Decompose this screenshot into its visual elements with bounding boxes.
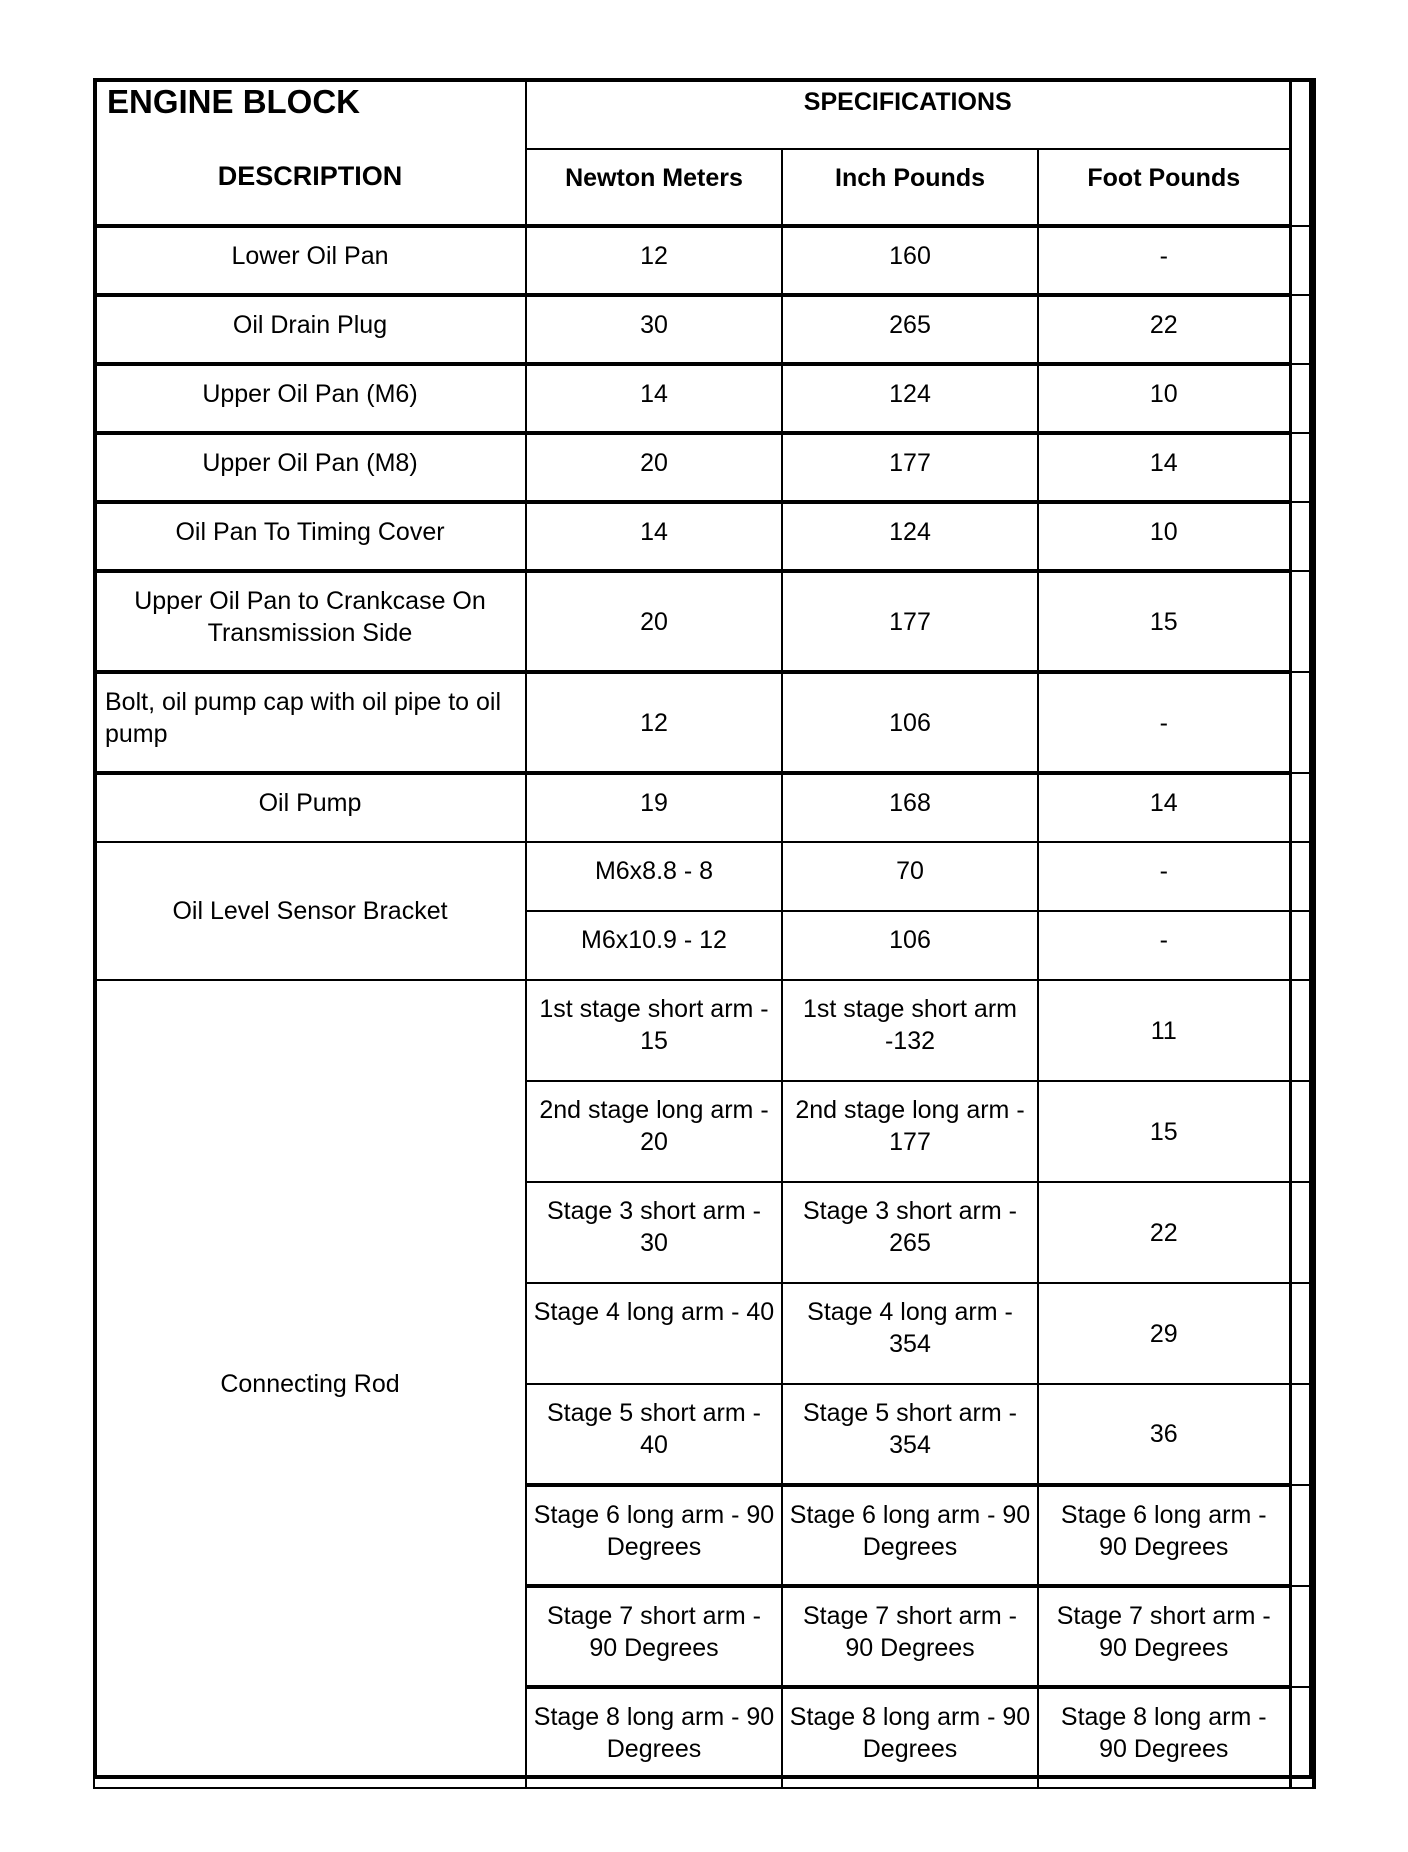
description-column-header: DESCRIPTION	[217, 161, 403, 191]
table-row	[94, 842, 1314, 911]
newton-meters-cell: 20	[526, 571, 782, 672]
inch-pounds-cell: 177	[782, 571, 1038, 672]
foot-pounds-cell: -	[1038, 842, 1290, 911]
newton-meters-cell: Stage 3 short arm - 30	[526, 1182, 782, 1283]
newton-meters-cell: Stage 5 short arm - 40	[526, 1384, 782, 1485]
newton-meters-cell: Stage 6 long arm - 90 Degrees	[526, 1485, 782, 1586]
inch-pounds-cell: 1st stage short arm -132	[782, 980, 1038, 1081]
inch-pounds-cell: Stage 8 long arm - 90 Degrees	[782, 1687, 1038, 1788]
inch-pounds-cell: Stage 5 short arm - 354	[782, 1384, 1038, 1485]
foot-pounds-cell: 22	[1038, 295, 1290, 364]
foot-pounds-cell: -	[1038, 911, 1290, 980]
description-cell: Lower Oil Pan	[94, 226, 526, 295]
right-margin-strip	[1290, 1081, 1314, 1182]
newton-meters-cell: 30	[526, 295, 782, 364]
description-cell: Oil Drain Plug	[94, 295, 526, 364]
newton-meters-cell: Stage 7 short arm - 90 Degrees	[526, 1586, 782, 1687]
right-margin-strip	[1290, 842, 1314, 911]
foot-pounds-cell: 10	[1038, 502, 1290, 571]
foot-pounds-cell: 11	[1038, 980, 1290, 1081]
right-margin-strip	[1290, 911, 1314, 980]
engine-block-spec-table	[93, 78, 1316, 1789]
foot-pounds-cell: Stage 6 long arm - 90 Degrees	[1038, 1485, 1290, 1586]
description-cell: Oil Pan To Timing Cover	[94, 502, 526, 571]
inch-pounds-cell: 265	[782, 295, 1038, 364]
newton-meters-cell: 12	[526, 226, 782, 295]
table-row	[94, 672, 1314, 773]
col-header-foot-pounds: Foot Pounds	[1038, 149, 1290, 226]
newton-meters-cell: 2nd stage long arm - 20	[526, 1081, 782, 1182]
inch-pounds-cell: 106	[782, 672, 1038, 773]
inch-pounds-cell: Stage 7 short arm - 90 Degrees	[782, 1586, 1038, 1687]
description-cell: Upper Oil Pan to Crankcase On Transmission Side	[94, 571, 526, 672]
foot-pounds-cell: 36	[1038, 1384, 1290, 1485]
right-margin-strip	[1290, 433, 1314, 502]
right-margin-strip	[1290, 1182, 1314, 1283]
right-margin-strip	[1290, 773, 1314, 842]
table-row	[94, 295, 1314, 364]
inch-pounds-cell: 124	[782, 502, 1038, 571]
newton-meters-cell: 12	[526, 672, 782, 773]
description-cell: Oil Level Sensor Bracket	[94, 842, 526, 980]
foot-pounds-cell: -	[1038, 226, 1290, 295]
newton-meters-cell: 14	[526, 364, 782, 433]
specifications-header: SPECIFICATIONS	[526, 79, 1290, 149]
foot-pounds-cell: -	[1038, 672, 1290, 773]
inch-pounds-cell: 2nd stage long arm - 177	[782, 1081, 1038, 1182]
inch-pounds-cell: 177	[782, 433, 1038, 502]
table-row	[94, 571, 1314, 672]
section-title: ENGINE BLOCK	[107, 83, 361, 120]
description-cell: Connecting Rod	[94, 980, 526, 1788]
table-row	[94, 364, 1314, 433]
right-margin-strip	[1290, 980, 1314, 1081]
col-header-newton-meters: Newton Meters	[526, 149, 782, 226]
inch-pounds-cell: Stage 3 short arm - 265	[782, 1182, 1038, 1283]
header-description-cell	[94, 79, 526, 226]
right-margin-strip	[1290, 1687, 1314, 1788]
newton-meters-cell: M6x8.8 - 8	[526, 842, 782, 911]
description-cell: Bolt, oil pump cap with oil pipe to oil pump	[94, 672, 526, 773]
inch-pounds-cell: 124	[782, 364, 1038, 433]
newton-meters-cell: 1st stage short arm - 15	[526, 980, 782, 1081]
right-margin-strip	[1290, 1384, 1314, 1485]
description-cell: Upper Oil Pan (M6)	[94, 364, 526, 433]
foot-pounds-cell: 10	[1038, 364, 1290, 433]
newton-meters-cell: Stage 8 long arm - 90 Degrees	[526, 1687, 782, 1788]
table-row	[94, 433, 1314, 502]
inch-pounds-cell: Stage 4 long arm - 354	[782, 1283, 1038, 1384]
inch-pounds-cell: 70	[782, 842, 1038, 911]
foot-pounds-cell: 29	[1038, 1283, 1290, 1384]
inch-pounds-cell: Stage 6 long arm - 90 Degrees	[782, 1485, 1038, 1586]
table-row	[94, 980, 1314, 1081]
table-row	[94, 773, 1314, 842]
foot-pounds-cell: 14	[1038, 773, 1290, 842]
foot-pounds-cell: Stage 7 short arm - 90 Degrees	[1038, 1586, 1290, 1687]
right-margin-strip	[1290, 571, 1314, 672]
foot-pounds-cell: Stage 8 long arm - 90 Degrees	[1038, 1687, 1290, 1788]
description-cell: Upper Oil Pan (M8)	[94, 433, 526, 502]
right-margin-strip	[1290, 295, 1314, 364]
foot-pounds-cell: 15	[1038, 1081, 1290, 1182]
right-margin-strip	[1290, 1586, 1314, 1687]
inch-pounds-cell: 160	[782, 226, 1038, 295]
newton-meters-cell: 14	[526, 502, 782, 571]
right-margin-strip	[1290, 1485, 1314, 1586]
inch-pounds-cell: 106	[782, 911, 1038, 980]
right-margin-strip	[1290, 226, 1314, 295]
foot-pounds-cell: 22	[1038, 1182, 1290, 1283]
table-row	[94, 502, 1314, 571]
right-margin-strip	[1290, 1283, 1314, 1384]
right-margin-strip	[1290, 79, 1314, 226]
foot-pounds-cell: 14	[1038, 433, 1290, 502]
table-row	[94, 226, 1314, 295]
right-margin-strip	[1290, 502, 1314, 571]
newton-meters-cell: 20	[526, 433, 782, 502]
newton-meters-cell: M6x10.9 - 12	[526, 911, 782, 980]
description-cell: Oil Pump	[94, 773, 526, 842]
col-header-inch-pounds: Inch Pounds	[782, 149, 1038, 226]
inch-pounds-cell: 168	[782, 773, 1038, 842]
newton-meters-cell: 19	[526, 773, 782, 842]
right-margin-strip	[1290, 364, 1314, 433]
newton-meters-cell: Stage 4 long arm - 40	[526, 1283, 782, 1384]
right-margin-strip	[1290, 672, 1314, 773]
foot-pounds-cell: 15	[1038, 571, 1290, 672]
